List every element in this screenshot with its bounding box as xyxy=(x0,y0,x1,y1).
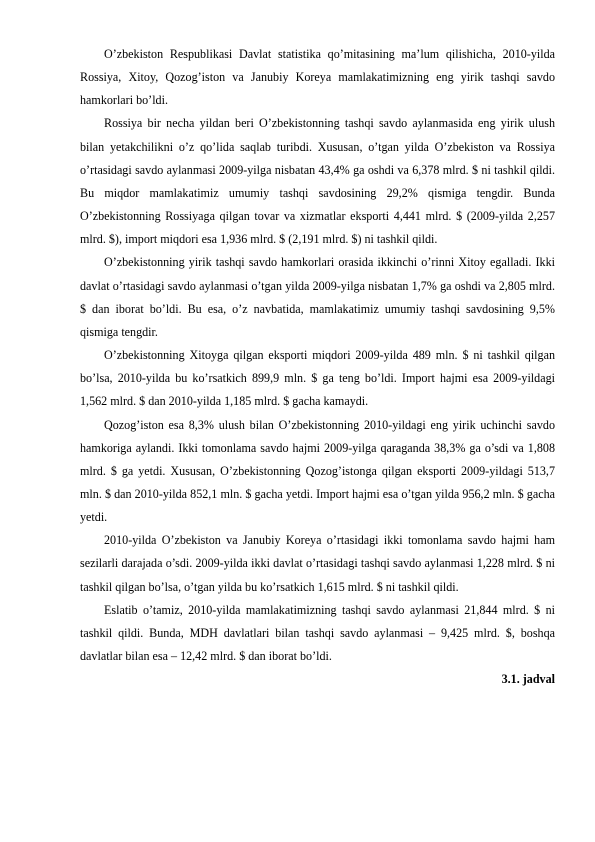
paragraph-trade-partners-intro: O’zbekiston Respublikasi Davlat statistika qo’mitasining ma’lum qilishicha, 2010-yilda Rossiya, Xitoy, Qozog’iston va Janubiy Koreya mamlakatimizning eng yirik tashqi savdo hamkorlari bo’ldi. xyxy=(80,47,555,108)
paragraph-kazakhstan: Qozog’iston esa 8,3% ulush bilan O’zbekistonning 2010-yildagi eng yirik uchinchi savdo hamkoriga aylandi. Ikki tomonlama savdo hajmi 2009-yilga qaraganda 38,3% ga o’sdi va 1,808 mlrd. $ ga yetdi. Xususan, O’zbekistonning Qozog’istonga qilgan eksporti 2009-yildagi 513,7 mln. $ dan 2010-yilda 852,1 mln. $ gacha yetdi. Import hajmi esa o’tgan yilda 956,2 mln. $ gacha yetdi. xyxy=(80,417,555,525)
paragraph-china: O’zbekistonning yirik tashqi savdo hamkorlari orasida ikkinchi o’rinni Xitoy egalladi. Ikki davlat o’rtasidagi savdo aylanmasi o’tgan yilda 2009-yilga nisbatan 1,7% ga oshdi va 2,805 mlrd. $ dan iborat bo’ldi. Bu esa, o’z navbatida, mamlakatimiz umumiy tashqi savdosining 9,5% qismiga tengdir. xyxy=(80,255,555,339)
table-caption: 3.1. jadval xyxy=(501,672,555,687)
paragraph-south-korea: 2010-yilda O’zbekiston va Janubiy Koreya o’rtasidagi ikki tomonlama savdo hajmi ham sezilarli darajada o’sdi. 2009-yilda ikki davlat o’rtasidagi tashqi savdo aylanmasi 1,228 mlrd. $ ni tashkil qilgan bo’lsa, o’tgan yilda bu ko’rsatkich 1,615 mlrd. $ ni tashkil qildi. xyxy=(80,533,555,594)
paragraph-total-trade: Eslatib o’tamiz, 2010-yilda mamlakatimizning tashqi savdo aylanmasi 21,844 mlrd. $ ni tashkil qildi. Bunda, MDH davlatlari bilan tashqi savdo aylanmasi – 9,425 mlrd. $, boshqa davlatlar bilan esa – 12,42 mlrd. $ dan iborat bo’ldi. xyxy=(80,602,555,664)
paragraph-russia: Rossiya bir necha yildan beri O’zbekistonning tashqi savdo aylanmasida eng yirik ulush bilan yetakchilikni o’z qo’lida saqlab turibdi. Xususan, o’tgan yilda O’zbekiston va Rossiya o’rtasidagi savdo aylanmasi 2009-yilga nisbatan 43,4% ga oshdi va 6,378 mlrd. $ ni tashkil qildi. Bu miqdor mamlakatimiz umumiy tashqi savdosining 29,2% qismiga tengdir. Bunda O’zbekistonning Rossiyaga qilgan tovar va xizmatlar eksporti 4,441 mlrd. $ (2009-yilda 2,257 mlrd. $), import miqdori esa 1,936 mlrd. $ (2,191 mlrd. $) ni tashkil qildi. xyxy=(80,116,555,247)
paragraph-china-export-import: O’zbekistonning Xitoyga qilgan eksporti miqdori 2009-yilda 489 mln. $ ni tashkil qilgan bo’lsa, 2010-yilda bu ko’rsatkich 899,9 mln. $ ga teng bo’ldi. Import hajmi esa 2009-yildagi 1,562 mlrd. $ dan 2010-yilda 1,185 mlrd. $ gacha kamaydi. xyxy=(80,348,555,409)
document-page xyxy=(80,43,555,691)
